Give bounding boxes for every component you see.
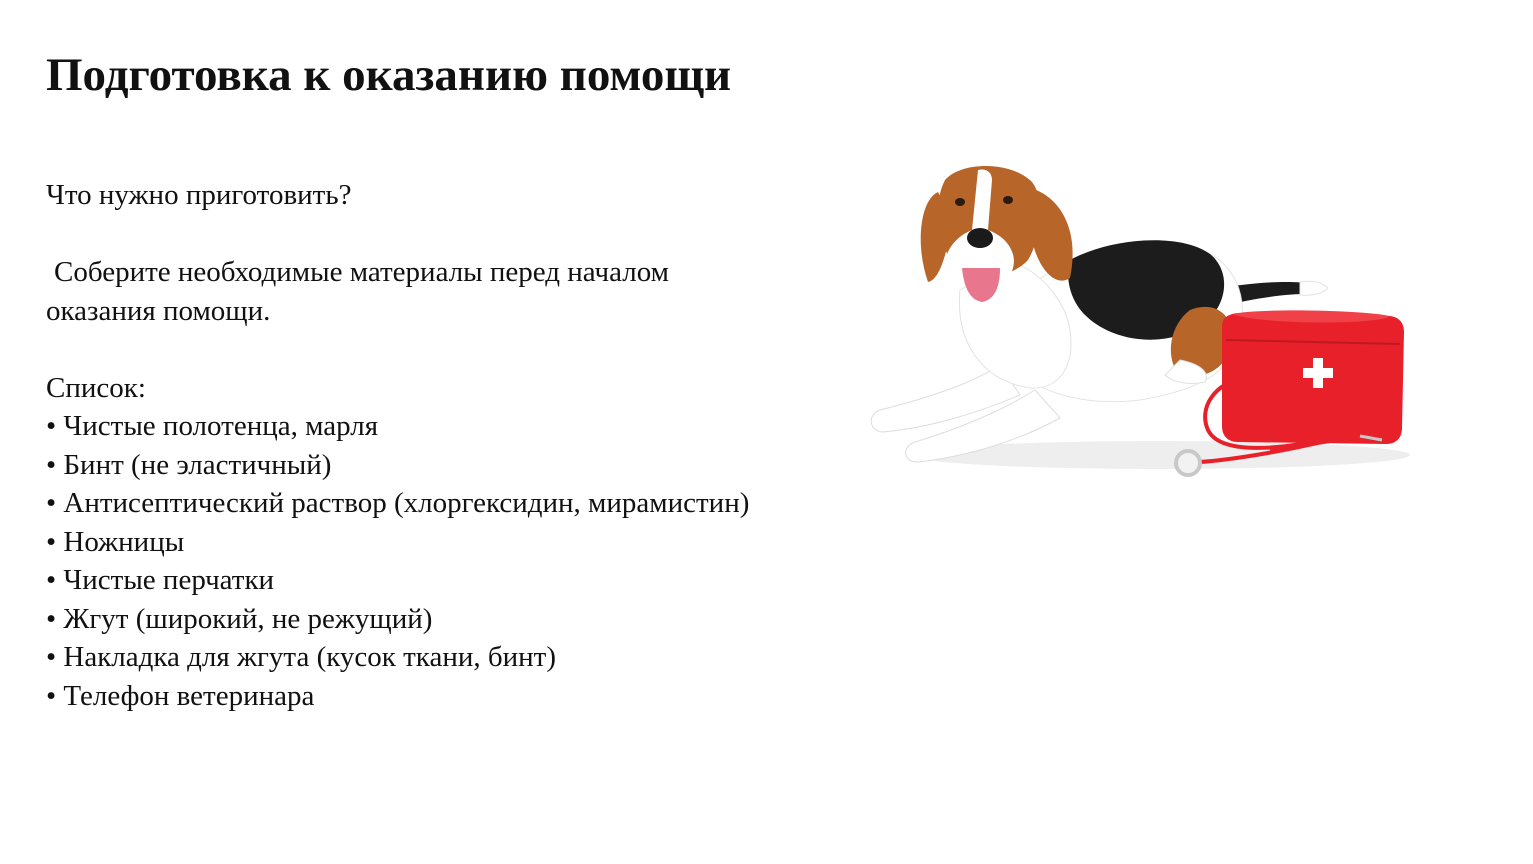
list-item: • Жгут (широкий, не режущий)	[46, 600, 766, 639]
slide-body	[46, 176, 766, 715]
spacer	[46, 330, 766, 369]
slide-title: Подготовка к оказанию помощи	[46, 49, 732, 101]
list-item: • Чистые перчатки	[46, 561, 766, 600]
list-item: • Ножницы	[46, 523, 766, 562]
list-item: • Бинт (не эластичный)	[46, 446, 766, 485]
list-item: • Чистые полотенца, марля	[46, 407, 766, 446]
dog-with-first-aid-kit-illustration	[860, 150, 1420, 490]
question-text: Что нужно приготовить?	[46, 179, 352, 211]
list-heading: Список:	[46, 371, 146, 404]
supplies-list	[46, 407, 766, 715]
spacer	[46, 215, 766, 254]
list-item: • Телефон ветеринара	[46, 677, 766, 716]
intro-text: Соберите необходимые материалы перед началом оказания помощи.	[46, 256, 670, 327]
list-item: • Накладка для жгута (кусок ткани, бинт)	[46, 638, 766, 677]
list-item: • Антисептический раствор (хлоргексидин, мирамистин)	[46, 484, 766, 523]
